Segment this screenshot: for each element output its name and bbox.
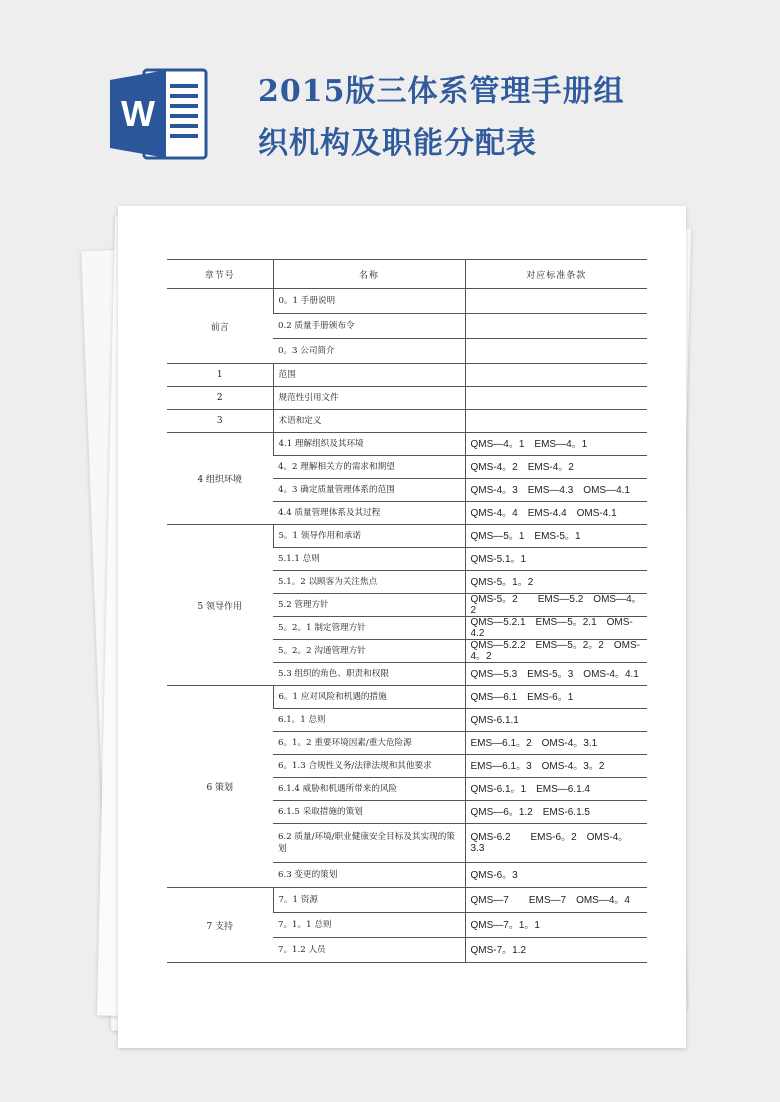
standard-cell: QMS—6。1.2 EMS-6.1.5 [465,801,647,824]
page-title: 2015版三体系管理手册组织机构及职能分配表 [258,74,625,161]
header-standard: 对应标准条款 [465,260,647,289]
standard-cell: QMS-4。4 EMS-4.4 OMS-4.1 [465,502,647,525]
table-row [167,686,647,709]
standard-cell: QMS—5.2.2 EMS—5。2。2 OMS-4。2 [465,640,647,663]
table-row [167,289,647,314]
standard-cell: QMS-6。3 [465,863,647,888]
word-document-icon [108,66,208,162]
name-cell: 6.2 质量/环境/职业健康安全目标及其实现的策划 [273,824,465,863]
name-cell: 5.3 组织的角色、职责和权限 [273,663,465,686]
table-row [167,387,647,410]
table-row [167,888,647,913]
header-name: 名称 [273,260,465,289]
name-cell: 7。1.2 人员 [273,938,465,963]
name-cell: 7。1 资源 [273,888,465,913]
standard-cell [465,364,647,387]
name-cell: 0。1 手册说明 [273,289,465,314]
name-cell: 4.1 理解组织及其环境 [273,433,465,456]
chapter-cell: 4 组织环境 [167,433,273,525]
chapter-cell: 3 [167,410,273,433]
name-cell: 范围 [273,364,465,387]
chapter-cell: 2 [167,387,273,410]
standard-cell: QMS—7。1。1 [465,913,647,938]
name-cell: 术语和定义 [273,410,465,433]
standard-cell: QMS-6.2 EMS-6。2 OMS-4。3.3 [465,824,647,863]
name-cell: 6。1。2 重要环境因素/重大危险源 [273,732,465,755]
standard-cell [465,339,647,364]
standard-cell [465,387,647,410]
name-cell: 6.1.4 威胁和机遇所带来的风险 [273,778,465,801]
standard-cell [465,410,647,433]
table-row [167,364,647,387]
chapter-cell: 1 [167,364,273,387]
standard-cell: QMS—5.2.1 EMS—5。2.1 OMS-4.2 [465,617,647,640]
name-cell: 6.1。1 总则 [273,709,465,732]
standard-cell [465,289,647,314]
name-cell: 5。2。2 沟通管理方针 [273,640,465,663]
table-header-row [167,260,647,289]
standard-cell: QMS-6.1。1 EMS—6.1.4 [465,778,647,801]
standard-cell: QMS—5.3 EMS-5。3 OMS-4。4.1 [465,663,647,686]
name-cell: 5.1.1 总则 [273,548,465,571]
standard-cell: QMS—6.1 EMS-6。1 [465,686,647,709]
name-cell: 7。1。1 总则 [273,913,465,938]
chapter-cell: 6 策划 [167,686,273,888]
standard-cell: QMS-5。2 EMS—5.2 OMS—4。2 [465,594,647,617]
standard-cell: QMS-4。3 EMS—4.3 OMS—4.1 [465,479,647,502]
name-cell: 5.1。2 以顾客为关注焦点 [273,571,465,594]
name-cell: 4。2 理解相关方的需求和期望 [273,456,465,479]
table-row [167,525,647,548]
standard-cell: QMS—4。1 EMS—4。1 [465,433,647,456]
chapter-cell: 前言 [167,289,273,364]
standard-cell: EMS—6.1。2 OMS-4。3.1 [465,732,647,755]
name-cell: 6。1 应对风险和机遇的措施 [273,686,465,709]
name-cell: 6.3 变更的策划 [273,863,465,888]
table-row [167,433,647,456]
header-chapter: 章节号 [167,260,273,289]
name-cell: 0.2 质量手册颁布令 [273,314,465,339]
standard-cell: QMS-6.1.1 [465,709,647,732]
standard-cell: QMS—7 EMS—7 OMS—4。4 [465,888,647,913]
name-cell: 5。2。1 制定管理方针 [273,617,465,640]
name-cell: 4.4 质量管理体系及其过程 [273,502,465,525]
name-cell: 6。1.3 合规性义务/法律法规和其他要求 [273,755,465,778]
standard-cell: QMS-5。1。2 [465,571,647,594]
standard-cell [465,314,647,339]
name-cell: 0。3 公司简介 [273,339,465,364]
name-cell: 6.1.5 采取措施的策划 [273,801,465,824]
table-row [167,410,647,433]
name-cell: 4。3 确定质量管理体系的范围 [273,479,465,502]
word-icon-letter: W [121,93,155,134]
chapter-cell: 7 支持 [167,888,273,963]
standard-cell: QMS—5。1 EMS-5。1 [465,525,647,548]
chapter-cell: 5 领导作用 [167,525,273,686]
standard-cell: EMS—6.1。3 OMS-4。3。2 [465,755,647,778]
function-allocation-table [167,259,647,963]
name-cell: 5.2 管理方针 [273,594,465,617]
standard-cell: QMS-5.1。1 [465,548,647,571]
standard-cell: QMS-4。2 EMS-4。2 [465,456,647,479]
name-cell: 规范性引用文件 [273,387,465,410]
name-cell: 5。1 领导作用和承诺 [273,525,465,548]
standard-cell: QMS-7。1.2 [465,938,647,963]
